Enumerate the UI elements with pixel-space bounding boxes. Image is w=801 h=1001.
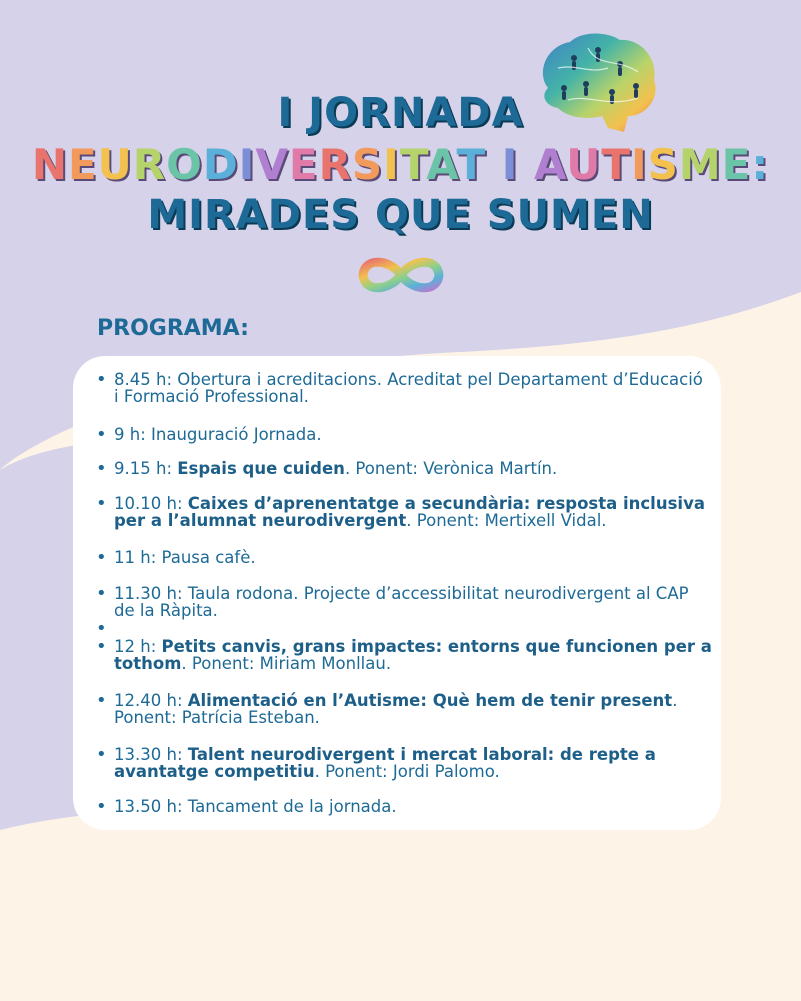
- program-item: [92, 460, 712, 477]
- program-heading: PROGRAMA:: [97, 316, 249, 341]
- program-item-text: 12.40 h:: [114, 691, 188, 710]
- title-letter: E: [721, 140, 752, 189]
- title-letter: S: [647, 140, 679, 189]
- title-letter: A: [426, 140, 457, 189]
- infinity-icon: [351, 248, 451, 302]
- title-letter: M: [678, 140, 722, 189]
- title-letter: R: [132, 140, 167, 189]
- title-letter: N: [31, 140, 68, 189]
- title-letter: O: [166, 140, 203, 189]
- program-item: [92, 638, 712, 672]
- program-item-text: 13.50 h: Tancament de la jornada.: [114, 797, 397, 816]
- program-item-speaker: . Ponent: Jordi Palomo.: [314, 762, 500, 781]
- title-letter: E: [288, 140, 319, 189]
- program-item: [92, 692, 712, 726]
- program-item-text: 11.30 h: Taula rodona. Projecte d’accessibilitat neurodivergent al CAP de la Ràpita.: [114, 584, 689, 620]
- title-letter: I: [630, 140, 648, 189]
- title-letter: R: [318, 140, 352, 189]
- title-letter: [486, 140, 502, 189]
- title-letter: I: [383, 140, 400, 189]
- title-letter: [518, 140, 534, 189]
- title-letter: T: [399, 140, 427, 189]
- program-item-title: Talent neurodivergent i mercat laboral: de repte a avantatge competitiu: [114, 745, 656, 781]
- program-item: [92, 371, 712, 405]
- program-item-title: Espais que cuiden: [177, 459, 345, 478]
- program-item-speaker: . Ponent: Miriam Monllau.: [181, 654, 392, 673]
- program-item: [92, 798, 712, 815]
- title-letter: V: [255, 140, 289, 189]
- program-item-text: 12 h:: [114, 637, 162, 656]
- program-item-speaker: . Ponent: Patrícia Esteban.: [114, 691, 678, 727]
- program-item-text: 10.10 h:: [114, 494, 188, 513]
- title-letter: T: [456, 140, 487, 189]
- title-letter: U: [97, 140, 133, 189]
- program-item: [92, 549, 712, 566]
- program-item: [92, 585, 712, 619]
- program-item: [92, 426, 712, 443]
- title-letter: E: [67, 140, 98, 189]
- title-letter: I: [501, 140, 519, 189]
- program-item-text: 8.45 h: Obertura i acreditacions. Acreditat pel Departament d’Educació i Formació Professional.: [114, 370, 703, 406]
- program-item-title: Petits canvis, grans impactes: entorns que funcionen per a tothom: [114, 637, 712, 673]
- program-item-text: 11 h: Pausa cafè.: [114, 548, 256, 567]
- title-letter: U: [566, 140, 602, 189]
- title-letter: T: [601, 140, 631, 189]
- program-item: [92, 746, 712, 780]
- program-item-text: 13.30 h:: [114, 745, 188, 764]
- program-item-text: 9.15 h:: [114, 459, 178, 478]
- program-item-speaker: . Ponent: Mertixell Vidal.: [406, 511, 607, 530]
- title-letter: S: [351, 140, 384, 189]
- title-line-3: MIRADES QUE SUMEN: [147, 192, 654, 238]
- title-letter: D: [202, 140, 239, 189]
- title-line-1: I JORNADA: [277, 90, 524, 136]
- title-letter: A: [534, 140, 567, 189]
- program-item-text: 9 h: Inauguració Jornada.: [114, 425, 322, 444]
- program-item-title: Alimentació en l’Autisme: Què hem de tenir present: [187, 691, 673, 710]
- program-item-title: Caixes d’aprenentatge a secundària: resposta inclusiva per a l’alumnat neurodivergent: [114, 494, 705, 530]
- title-letter: I: [238, 140, 256, 189]
- program-item: [92, 495, 712, 529]
- program-item-speaker: . Ponent: Verònica Martín.: [344, 459, 558, 478]
- title-line-2: [0, 140, 801, 189]
- title-letter: :: [751, 140, 770, 189]
